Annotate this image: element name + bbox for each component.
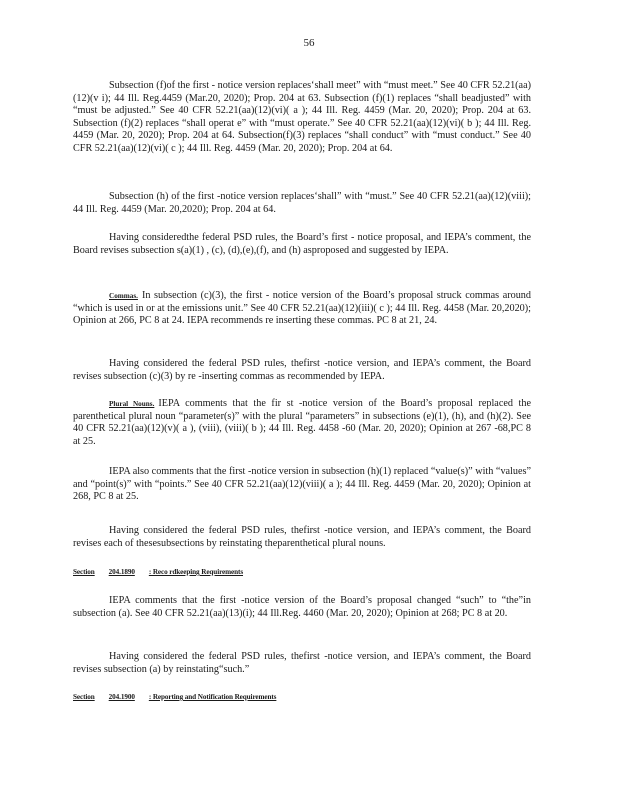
paragraph-plural-nouns-body: IEPA comments that the fir st -notice version of the Board’s proposal replaced the parenthetical plural noun “parameter(s)” with the plural “parameters” in subsections (e)(1), (h), and (h)(2). See 40 CFR 52.21(aa)(12)(v)( a ), (viii), (viii)( b ); 44 Ill. Reg. 4458 -60 (Mar. 20, 2020); Opinion at 267 -68,PC 8 at 25. (73, 398, 531, 447)
paragraph-commas-body: In subsection (c)(3), the first - notice version of the Board’s proposal struck commas around “which is used in or at the emissions unit.” See 40 CFR 52.21(aa)(12)(iii)( c ); 44 Ill. Reg. 4458 (Mar. 20,2020); Opinion at 266, PC 8 at 24. IEPA recommends re inserting these commas. PC 8 at 21, 24. (73, 290, 531, 327)
section-title: : Reporting and Notification Requirements (148, 693, 277, 701)
paragraph-values-points: IEPA also comments that the first -notice version in subsection (h)(1) replaced “value(s)” with “values” and “point(s)” with “points.” See 40 CFR 52.21(aa)(12)(viii)( a ); 44 Ill. Reg. 4459 (Mar. 20, 2020); Opinion at 268, PC 8 at 25. (73, 466, 531, 503)
paragraph-board-revises-subsections: Having consideredthe federal PSD rules, the Board’s first - notice proposal, and IEPA’s comment, the Board revises subsection s(a)(1) , (c), (d),(e),(f), and (h) asproposed and suggested by IEPA. (73, 232, 531, 256)
paragraph-board-reinstates-plurals: Having considered the federal PSD rules, thefirst -notice version, and IEPA’s comment, the Board revises each of thesesubsections by reinstating theparenthetical plural nouns. (73, 525, 531, 549)
section-label: Section (73, 568, 95, 576)
paragraph-commas (73, 290, 531, 328)
section-number: 204.1900 (108, 693, 135, 701)
page-number: 56 (303, 37, 315, 49)
section-title: : Reco rdkeeping Requirements (148, 568, 244, 576)
paragraph-board-reinserts-commas: Having considered the federal PSD rules, thefirst -notice version, and IEPA’s comment, the Board revises subsection (c)(3) by re -inserting commas as recommended by IEPA. (73, 358, 531, 382)
run-in-heading-plural-nouns: Plural Nouns. (109, 400, 155, 408)
section-label: Section (73, 693, 95, 701)
paragraph-such-to-the: IEPA comments that the first -notice version of the Board’s proposal changed “such” to “the”in subsection (a). See 40 CFR 52.21(aa)(13)(i); 44 Ill.Reg. 4460 (Mar. 20, 2020); Opinion at 268; PC 8 at 20. (73, 595, 531, 619)
paragraph-board-reinstates-such: Having considered the federal PSD rules, thefirst -notice version, and IEPA’s comment, the Board revises subsection (a) by reinstating“such.” (73, 651, 531, 675)
paragraph-plural-nouns (73, 398, 531, 448)
section-heading-recordkeeping (73, 567, 323, 577)
section-number: 204.1890 (108, 568, 135, 576)
paragraph-subsection-h: Subsection (h) of the first -notice version replaces‘shall” with “must.” See 40 CFR 52.21(aa)(12)(viii); 44 Ill. Reg. 4459 (Mar. 20,2020); Prop. 204 at 64. (73, 191, 531, 215)
run-in-heading-commas: Commas. (109, 292, 138, 300)
section-heading-reporting (73, 692, 355, 702)
paragraph-subsection-f: Subsection (f)of the first - notice version replaces‘shall meet” with “must meet.” See 40 CFR 52.21(aa)(12)(v i); 44 Ill. Reg.4459 (Mar.20, 2020); Prop. 204 at 63. Subsection (f)(1) replaces “shall beadjusted” with “must be adjusted.” See 40 CFR 52.21(aa)(12)(vi)( a ); 44 Ill. Reg. 4459 (Mar. 20, 2020); Prop. 204 at 63. Subsection (f)(2) replaces “shall operat e” with “must operate.” See 40 CFR 52.21(aa)(12)(vi)( b ); 44 Ill. Reg. 4459 (Mar. 20, 2020); Prop. 204 at 64. Subsection(f)(3) replaces “shall conduct” with “must conduct.” See 40 CFR 52.21(aa)(12)(vi)( c ); 44 Ill. Reg. 4459 (Mar. 20, 2020); Prop. 204 at 64. (73, 80, 531, 154)
